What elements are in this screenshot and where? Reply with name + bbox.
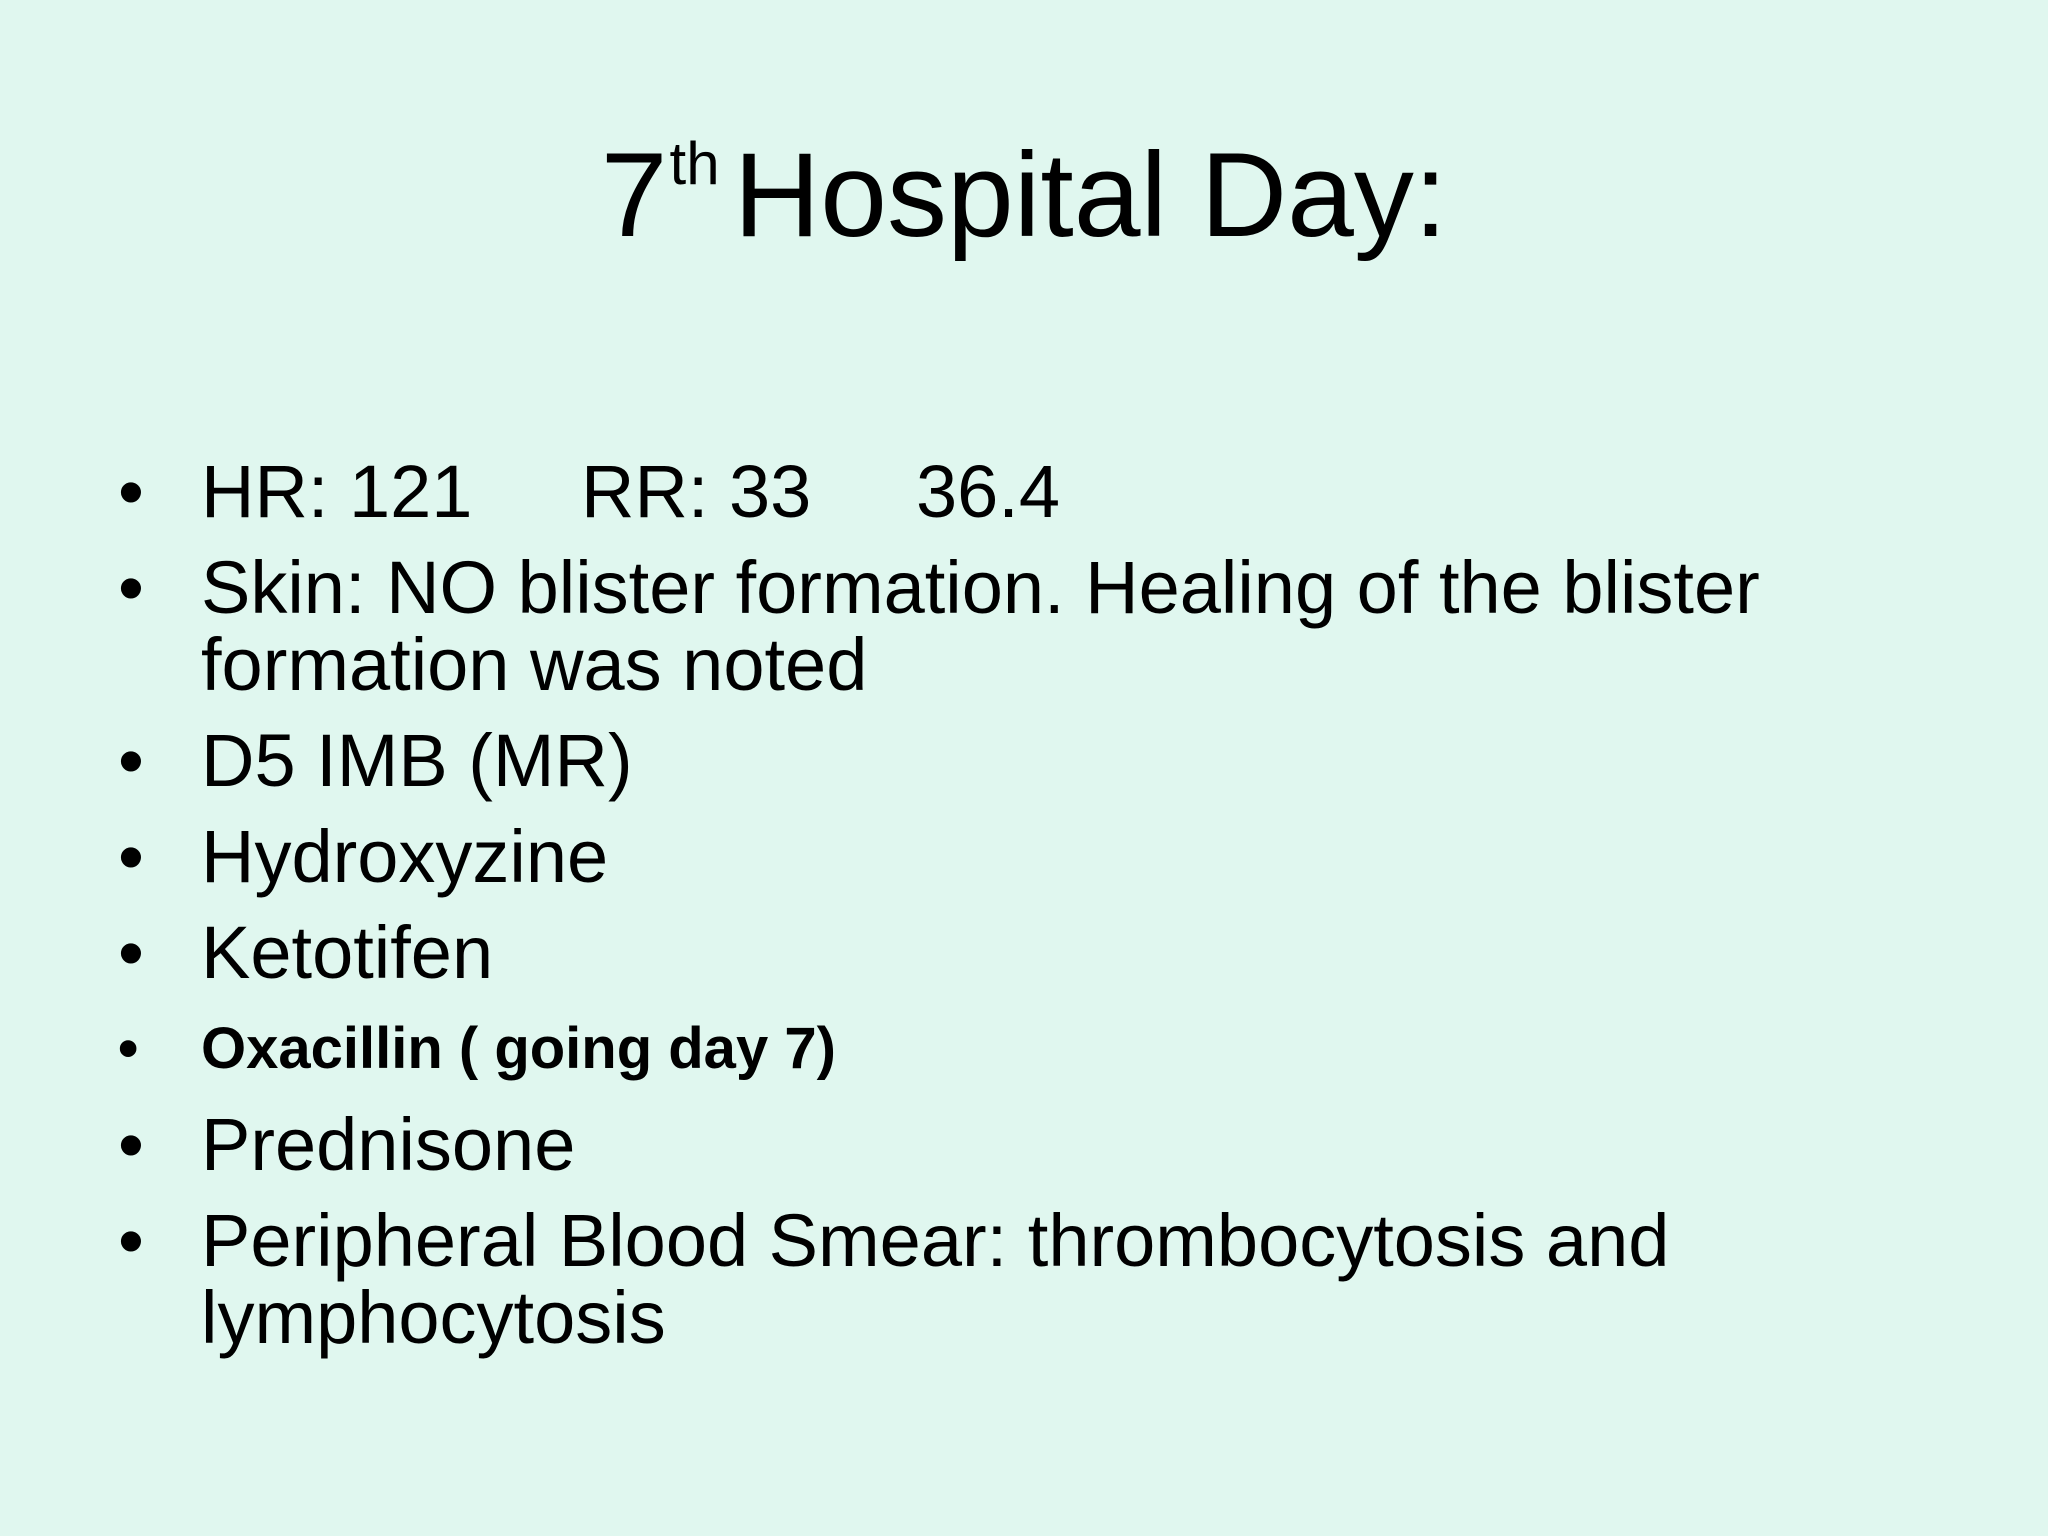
bullet-text: D5 IMB (MR) (201, 719, 633, 802)
vital-rr: RR: 33 (581, 450, 812, 533)
vital-hr: HR: 121 (201, 450, 473, 533)
title-superscript: th (669, 130, 720, 197)
bullet-text: Oxacillin ( going day 7) (201, 1016, 836, 1081)
bullet-item-bold (118, 1010, 1978, 1087)
bullet-item (118, 546, 1978, 706)
bullet-dot: • (118, 546, 144, 629)
bullet-dot: • (118, 719, 144, 802)
bullet-item (118, 1199, 1978, 1359)
bullet-list (118, 450, 1978, 1375)
bullet-dot: • (118, 911, 144, 994)
bullet-text: Prednisone (201, 1103, 576, 1186)
bullet-dot: • (118, 1199, 144, 1282)
bullet-dot: • (118, 1016, 139, 1081)
bullet-text: Skin: NO blister formation. Healing of the blister formation was noted (201, 546, 1760, 706)
bullet-text: Peripheral Blood Smear: thrombocytosis and lymphocytosis (201, 1199, 1670, 1359)
bullet-dot: • (118, 815, 144, 898)
bullet-text: Ketotifen (201, 911, 494, 994)
bullet-dot: • (118, 1103, 144, 1186)
vital-temp: 36.4 (916, 450, 1061, 533)
bullet-vitals (118, 450, 1978, 533)
title-text: Hospital Day: (733, 128, 1448, 262)
title-number: 7 (600, 128, 668, 262)
bullet-item (118, 815, 1978, 898)
bullet-text: Hydroxyzine (201, 815, 609, 898)
bullet-item (118, 1103, 1978, 1186)
bullet-dot: • (118, 450, 144, 533)
bullet-item (118, 719, 1978, 802)
bullet-item (118, 911, 1978, 994)
slide-title (0, 120, 2048, 291)
